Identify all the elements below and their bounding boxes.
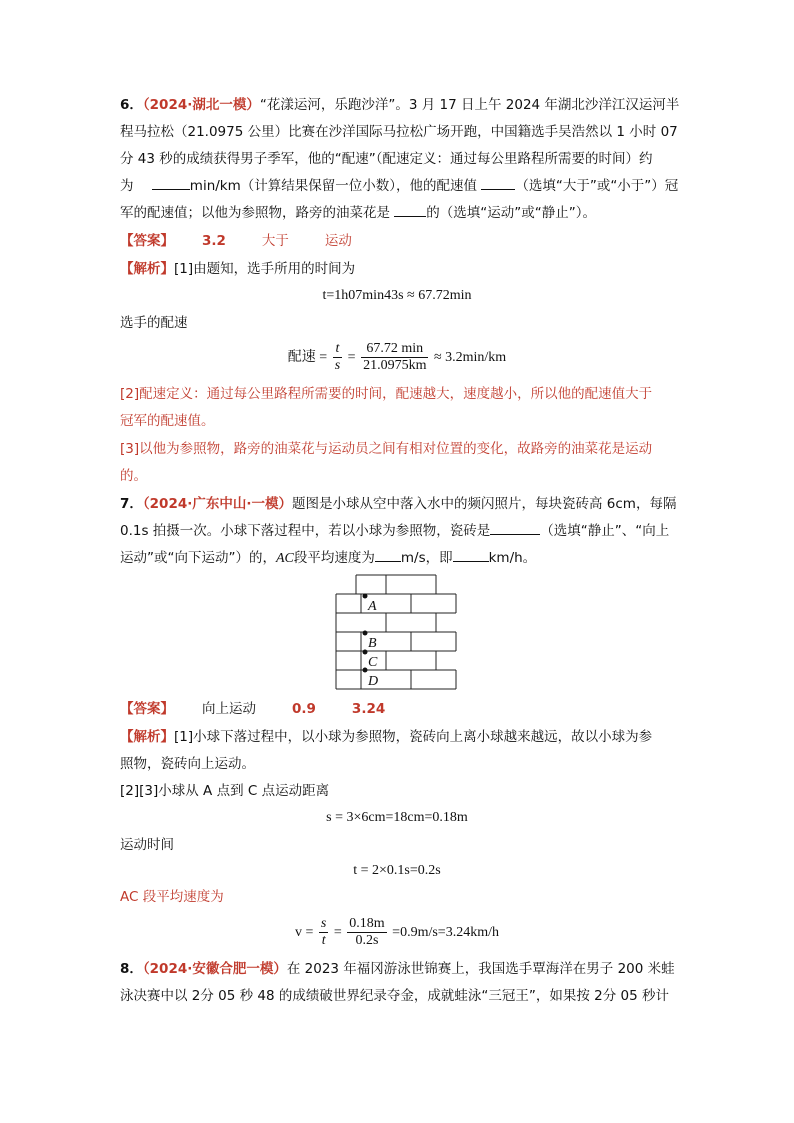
q7-f3-den: 0.2s xyxy=(355,933,379,949)
q6-f2-den: 21.0975km xyxy=(363,358,427,374)
q7-analysis-1b: 照物，瓷砖向上运动。 xyxy=(120,756,255,772)
q6-analysis-text-1: [1]由题知，选手所用的时间为 xyxy=(174,261,356,277)
point-label-a: A xyxy=(368,599,377,614)
q6-answer-3: 运动 xyxy=(324,233,352,249)
q8-number: 8． xyxy=(120,961,143,977)
q6-answer xyxy=(120,228,352,254)
q7-f3-frac-values xyxy=(347,916,386,949)
q7-answer-2: 0.9 xyxy=(292,701,316,717)
q6-text-5b: 的（选填“运动”或“静止”）。 xyxy=(426,205,597,221)
q6-blank-1[interactable] xyxy=(152,175,190,190)
q6-f2-lhs: 配速 = xyxy=(287,350,328,365)
q6-line-5 xyxy=(120,200,596,226)
q6-source: （2024·湖北一模） xyxy=(142,97,260,113)
point-label-d: D xyxy=(368,674,379,689)
q6-blank-2[interactable] xyxy=(481,175,515,190)
q6-formula-2 xyxy=(0,338,794,378)
q7-number: 7． xyxy=(120,496,143,512)
q6-f2-frac-ts xyxy=(333,341,342,374)
point-label-c: C xyxy=(368,655,378,670)
q7-text-3a: 运动”或“向下运动”）的， xyxy=(120,550,276,566)
q7-formula-2: t = 2×0.1s=0.2s xyxy=(353,863,441,878)
ball-position-a xyxy=(363,594,368,599)
q7-f3-t: t xyxy=(321,933,326,949)
q8-line-2: 泳决赛中以 2分 05 秒 48 的成绩破世界纪录夺金，成就蛙泳“三冠王”，如果按 2分 05 秒计 xyxy=(120,988,670,1004)
q6-line-2: 程马拉松（21.0975 公里）比赛在沙洋国际马拉松广场开跑，中国籍选手吴浩然以 1 小时 07 xyxy=(120,124,678,140)
q7-blank-3[interactable] xyxy=(453,547,489,562)
ball-position-b xyxy=(363,631,368,636)
q6-analysis-3b: 冠军的配速值。 xyxy=(120,413,215,429)
q6-answer-2: 大于 xyxy=(261,233,289,249)
q7-f3-eq: = xyxy=(333,925,342,940)
q6-f2-result: ≈ 3.2min/km xyxy=(433,350,507,365)
q6-f2-frac-values xyxy=(361,341,428,374)
q7-analysis-3: 运动时间 xyxy=(120,837,174,853)
q6-f2-s: s xyxy=(334,358,341,374)
q6-line-3: 分 43 秒的成绩获得男子季军，他的“配速”（配速定义：通过每公里路程所需要的时间）约 xyxy=(120,151,653,167)
q7-text-2b: （选填“静止”、“向上 xyxy=(540,523,670,539)
q6-blank-3[interactable] xyxy=(394,202,426,217)
q7-f3-s: s xyxy=(320,916,327,932)
q7-answer-1: 向上运动 xyxy=(202,701,256,717)
q6-f2-t: t xyxy=(333,341,342,358)
q6-line-4 xyxy=(120,173,678,199)
q7-analysis-4: AC 段平均速度为 xyxy=(120,889,224,905)
q6-analysis-3: [2]配速定义：通过每公里路程所需要的时间，配速越大，速度越小，所以他的配速值大于 xyxy=(120,386,653,402)
q8-line-1 xyxy=(120,956,675,982)
q7-text-3c: m/s，即 xyxy=(400,550,453,566)
q7-answer-3: 3.24 xyxy=(351,701,386,717)
q7-f3-result: =0.9m/s=3.24km/h xyxy=(392,925,499,940)
q7-text-3b: 段平均速度为 xyxy=(293,550,375,566)
q6-line-1 xyxy=(120,92,679,118)
q7-text-ac: AC xyxy=(275,551,294,566)
q7-line-1 xyxy=(120,491,676,517)
q6-analysis-4b: 的。 xyxy=(120,468,147,484)
q7-f3-lhs: v = xyxy=(295,925,314,940)
q6-analysis-label: 【解析】 xyxy=(120,261,174,277)
q6-number: 6． xyxy=(120,97,143,113)
q7-source: （2024·广东中山·一模） xyxy=(142,496,292,512)
q6-f2-eq: = xyxy=(347,350,356,365)
q8-source: （2024·安徽合肥一模） xyxy=(142,961,287,977)
brick-wall-figure xyxy=(330,574,462,692)
ball-position-c xyxy=(363,650,368,655)
q6-analysis-2: 选手的配速 xyxy=(120,315,188,331)
q7-blank-2[interactable] xyxy=(375,547,401,562)
q6-text-4b: min/km（计算结果保留一位小数），他的配速值 xyxy=(189,178,478,194)
q6-formula-1: t=1h07min43s ≈ 67.72min xyxy=(322,288,472,303)
q7-analysis-label: 【解析】 xyxy=(120,729,174,745)
point-label-b: B xyxy=(368,636,377,651)
q7-line-3 xyxy=(120,545,536,572)
q7-answer-label: 【答案】 xyxy=(120,701,174,717)
q7-f3-frac-st xyxy=(319,916,328,949)
q7-f3-num: 0.18m xyxy=(349,916,385,932)
q6-text-1: “花漾运河，乐跑沙洋”。3 月 17 日上午 2024 年湖北沙洋江汉运河半 xyxy=(259,97,680,113)
q6-analysis-4: [3]以他为参照物，路旁的油菜花与运动员之间有相对位置的变化，故路旁的油菜花是运动 xyxy=(120,441,653,457)
ball-position-d xyxy=(363,668,368,673)
q7-blank-1[interactable] xyxy=(490,520,540,535)
q6-analysis-1 xyxy=(120,256,355,282)
q6-text-4a: 为 xyxy=(120,178,134,194)
q6-text-5a: 军的配速值；以他为参照物，路旁的油菜花是 xyxy=(120,205,390,221)
q6-f2-num: 67.72 min xyxy=(361,341,428,358)
q6-answer-label: 【答案】 xyxy=(120,233,174,249)
q7-analysis-2: [2][3]小球从 A 点到 C 点运动距离 xyxy=(120,783,330,799)
q7-text-1: 题图是小球从空中落入水中的频闪照片，每块瓷砖高 6cm，每隔 xyxy=(292,496,677,512)
q7-analysis-text-1: [1]小球下落过程中，以小球为参照物，瓷砖向上离小球越来越远，故以小球为参 xyxy=(174,729,653,745)
q8-text-1: 在 2023 年福冈游泳世锦赛上，我国选手覃海洋在男子 200 米蛙 xyxy=(286,961,675,977)
q7-answer xyxy=(120,696,385,722)
q7-analysis-1 xyxy=(120,724,652,750)
q6-answer-1: 3.2 xyxy=(202,233,226,249)
q7-formula-1: s = 3×6cm=18cm=0.18m xyxy=(326,810,468,825)
q7-text-3d: km/h。 xyxy=(488,550,537,566)
q7-text-2a: 0.1s 拍摄一次。小球下落过程中，若以小球为参照物，瓷砖是 xyxy=(120,523,491,539)
q6-text-4c: （选填“大于”或“小于”）冠 xyxy=(515,178,679,194)
q7-line-2 xyxy=(120,518,669,544)
q7-formula-3 xyxy=(0,913,794,953)
